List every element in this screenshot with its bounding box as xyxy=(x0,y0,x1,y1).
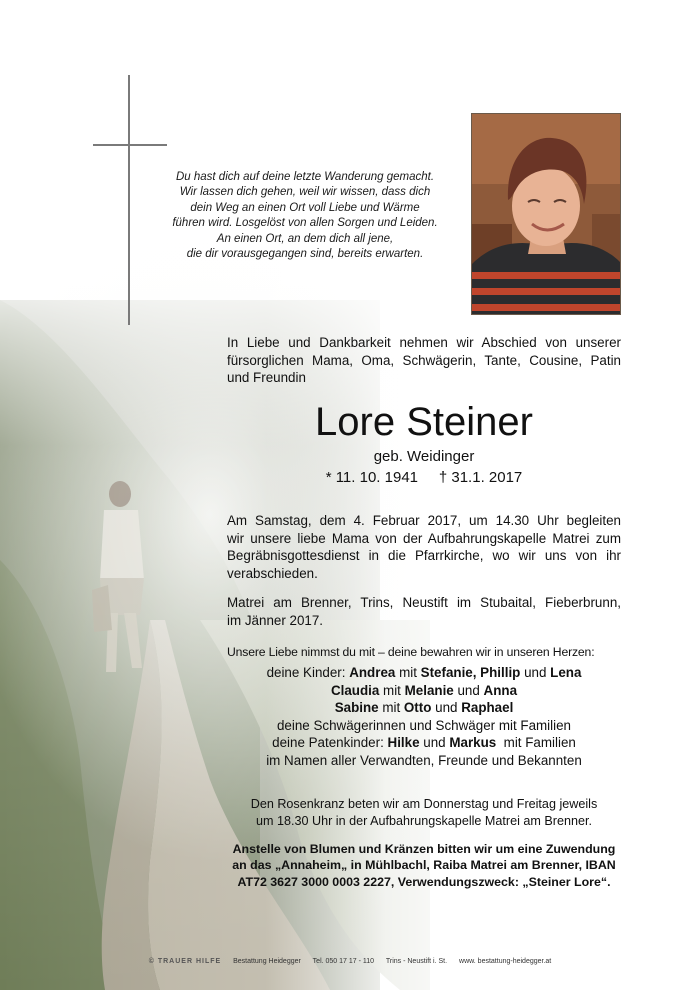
memorial-poem xyxy=(150,170,460,262)
donation-line: an das „Annaheim„ in Mühlbachl, Raiba Matrei am Brenner, IBAN xyxy=(232,858,616,873)
poem-line: Du hast dich auf deine letzte Wanderung gemacht. xyxy=(175,171,435,183)
places-and-date xyxy=(227,594,621,629)
remembrance-line: Unsere Liebe nimmst du mit – deine bewahren wir in unseren Herzen: xyxy=(227,645,595,659)
survivors-list xyxy=(227,664,621,770)
deceased-portrait-photo xyxy=(471,113,621,315)
rosary-notice xyxy=(227,796,621,830)
intro-line: und Freundin xyxy=(227,370,306,386)
cross-horizontal-bar xyxy=(93,144,167,146)
cross-vertical-bar xyxy=(128,75,130,325)
maiden-name: geb. Weidinger xyxy=(373,448,475,465)
footer-phone: Tel. 050 17 17 - 110 xyxy=(312,958,375,965)
donation-line: Anstelle von Blumen und Kränzen bitten wir um eine Zuwendung xyxy=(232,842,616,856)
poem-line: führen wird. Losgelöst von allen Sorgen und Leiden. xyxy=(172,217,438,230)
survivors-children-line: deine Kinder: Andrea mit Stefanie, Phillip und Lena xyxy=(266,665,582,680)
footer-website[interactable]: www. bestattung-heidegger.at xyxy=(459,958,552,965)
survivors-godchildren-line: deine Patenkinder: Hilke und Markus mit Familien xyxy=(272,735,576,751)
intro-line: In Liebe und Dankbarkeit nehmen wir Abschied von unserer xyxy=(227,335,621,350)
survivors-sabine-line: Sabine mit Otto und Raphael xyxy=(334,700,514,716)
donation-line: AT72 3627 3000 0003 2227, Verwendungszweck: „Steiner Lore“. xyxy=(237,874,611,889)
survivors-relatives-line: im Namen aller Verwandten, Freunde und Bekannten xyxy=(266,752,582,768)
donation-notice xyxy=(227,841,621,890)
survivors-claudia-line: Claudia mit Melanie und Anna xyxy=(330,682,518,698)
poem-line: dein Weg an einen Ort voll Liebe und Wärme xyxy=(190,201,420,214)
funeral-line: wir unsere liebe Mama von der Aufbahrungskapelle Matrei zum xyxy=(227,530,621,546)
footer-company: Bestattung Heidegger xyxy=(233,958,301,965)
intro-line: fürsorglichen Mama, Oma, Schwägerin, Tante, Cousine, Patin xyxy=(227,352,621,368)
funeral-line: Am Samstag, dem 4. Februar 2017, um 14.30 Uhr begleiten xyxy=(227,513,621,528)
death-date: † 31.1. 2017 xyxy=(438,469,523,486)
rosary-line: Den Rosenkranz beten wir am Donnerstag und Freitag jeweils xyxy=(250,797,598,811)
places-line: im Jänner 2017. xyxy=(227,612,324,628)
farewell-intro xyxy=(227,334,621,387)
poem-line: Wir lassen dich gehen, weil wir wissen, dass dich xyxy=(179,186,431,199)
funeral-home-footer xyxy=(0,957,700,967)
rosary-line: um 18.30 Uhr in der Aufbahrungskapelle Matrei am Brenner. xyxy=(255,814,593,829)
trauer-hilfe-logo: © TRAUER HILFE xyxy=(148,958,222,965)
places-line: Matrei am Brenner, Trins, Neustift im Stubaital, Fieberbrunn, xyxy=(227,595,621,610)
survivors-inlaws-line: deine Schwägerinnen und Schwäger mit Familien xyxy=(276,717,571,733)
deceased-name: Lore Steiner xyxy=(315,400,533,444)
funeral-line: verabschieden. xyxy=(227,565,318,581)
funeral-line: Begräbnisgottesdienst in die Pfarrkirche, wo wir uns von ihr xyxy=(227,548,621,564)
footer-location: Trins - Neustift i. St. xyxy=(385,958,448,965)
birth-date: * 11. 10. 1941 xyxy=(325,469,419,486)
poem-line: die dir vorausgegangen sind, bereits erwarten. xyxy=(186,248,424,261)
poem-line: An einen Ort, an dem dich all jene, xyxy=(216,232,394,245)
funeral-announcement xyxy=(227,512,621,582)
life-dates xyxy=(227,469,621,487)
